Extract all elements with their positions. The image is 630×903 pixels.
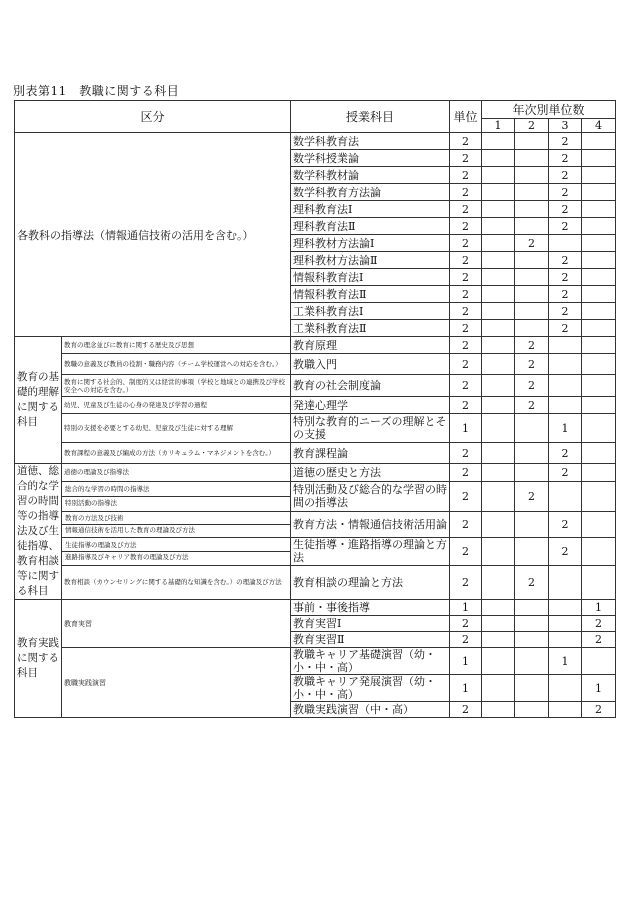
credits-cell: 2: [450, 375, 482, 397]
course-name: 工業科教育法Ⅰ: [291, 303, 450, 320]
year1-cell: [482, 443, 515, 464]
year4-cell: [582, 354, 616, 375]
course-name: 教職入門: [291, 354, 450, 375]
subcategory-teaching-practice: 教育実習: [62, 600, 291, 648]
table-row: [15, 648, 616, 675]
year4-cell: [582, 201, 616, 218]
credits-cell: 2: [450, 218, 482, 235]
year3-cell: 2: [549, 133, 582, 150]
course-name: 教育実習Ⅱ: [291, 632, 450, 648]
subcategory: 教育に関する社会的、制度的又は経営的事項（学校と地域との連携及び学校安全への対応を含む。）: [62, 375, 291, 397]
credits-cell: 1: [450, 600, 482, 616]
course-name: 教職実践演習（中・高）: [291, 702, 450, 718]
credits-cell: 2: [450, 286, 482, 303]
course-name: 数学科教育方法論: [291, 184, 450, 201]
year4-cell: 2: [582, 616, 616, 632]
year1-cell: [482, 133, 515, 150]
table-row: [15, 600, 616, 616]
credits-cell: 2: [450, 150, 482, 167]
year2-cell: 2: [515, 337, 549, 354]
year1-cell: [482, 337, 515, 354]
subcategory-line: 生徒指導の理論及び方法: [62, 540, 290, 552]
year4-cell: 1: [582, 600, 616, 616]
group-moral-guidance: 道徳、総合的な学習の時間等の指導法及び生徒指導、教育相談等に関する科目: [15, 464, 62, 600]
course-name: 理科教材方法論Ⅱ: [291, 252, 450, 269]
year1-cell: [482, 184, 515, 201]
year1-cell: [482, 600, 515, 616]
credits-cell: 2: [450, 616, 482, 632]
year2-cell: [515, 218, 549, 235]
year3-cell: [549, 702, 582, 718]
year4-cell: [582, 464, 616, 482]
course-name: 数学科授業論: [291, 150, 450, 167]
year1-cell: [482, 375, 515, 397]
credits-cell: 2: [450, 303, 482, 320]
year1-cell: [482, 675, 515, 702]
year1-cell: [482, 464, 515, 482]
year3-cell: [549, 354, 582, 375]
course-name: 情報科教育法Ⅱ: [291, 286, 450, 303]
year4-cell: 2: [582, 702, 616, 718]
year4-cell: [582, 184, 616, 201]
year4-cell: [582, 286, 616, 303]
table-row: [15, 414, 616, 443]
table-row: [15, 481, 616, 511]
year3-cell: 2: [549, 286, 582, 303]
course-name: 事前・事後指導: [291, 600, 450, 616]
year1-cell: [482, 218, 515, 235]
year3-cell: 2: [549, 464, 582, 482]
subcategory: 道徳の理論及び指導法: [62, 464, 291, 482]
subcategory: 教育の理念並びに教育に関する歴史及び思想: [62, 337, 291, 354]
year2-cell: [515, 600, 549, 616]
year2-cell: [515, 201, 549, 218]
year2-cell: [515, 648, 549, 675]
year4-cell: [582, 648, 616, 675]
credits-cell: 2: [450, 184, 482, 201]
year4-cell: 2: [582, 632, 616, 648]
year4-cell: [582, 218, 616, 235]
year1-cell: [482, 511, 515, 537]
credits-cell: 2: [450, 565, 482, 599]
table-row: [15, 537, 616, 565]
year4-cell: [582, 269, 616, 286]
course-name: 教職キャリア発展演習（幼・小・中・高）: [291, 675, 450, 702]
year1-cell: [482, 702, 515, 718]
year4-cell: [582, 511, 616, 537]
year3-cell: 2: [549, 218, 582, 235]
course-name: 数学科教材論: [291, 167, 450, 184]
year2-cell: [515, 464, 549, 482]
year3-cell: [549, 675, 582, 702]
subcategory: 教育課程の意義及び編成の方法（カリキュラム・マネジメントを含む。）: [62, 443, 291, 464]
subcategory-line: 教育の方法及び技術: [62, 512, 290, 525]
year1-cell: [482, 481, 515, 511]
year2-cell: 2: [515, 397, 549, 414]
credits-cell: 1: [450, 414, 482, 443]
year3-cell: 2: [549, 167, 582, 184]
course-name: 教育課程論: [291, 443, 450, 464]
year3-cell: [549, 481, 582, 511]
table-row: [15, 511, 616, 537]
year1-cell: [482, 616, 515, 632]
year2-cell: 2: [515, 375, 549, 397]
year4-cell: [582, 481, 616, 511]
course-name: 教育実習Ⅰ: [291, 616, 450, 632]
credits-cell: 2: [450, 269, 482, 286]
course-name: 生徒指導・進路指導の理論と方法: [291, 537, 450, 565]
year2-cell: [515, 150, 549, 167]
credits-cell: 1: [450, 675, 482, 702]
course-name: 理科教育法Ⅰ: [291, 201, 450, 218]
year1-cell: [482, 537, 515, 565]
group-foundations: 教育の基礎的理解に関する科目: [15, 337, 62, 464]
year4-cell: [582, 133, 616, 150]
credits-cell: 2: [450, 443, 482, 464]
year4-cell: [582, 375, 616, 397]
year4-cell: [582, 414, 616, 443]
subcategory-lines: [62, 512, 290, 536]
year3-cell: 2: [549, 443, 582, 464]
credits-cell: 2: [450, 337, 482, 354]
year3-cell: [549, 632, 582, 648]
year1-cell: [482, 269, 515, 286]
year2-cell: [515, 616, 549, 632]
credits-cell: 2: [450, 464, 482, 482]
course-name: 教職キャリア基礎演習（幼・小・中・高）: [291, 648, 450, 675]
year2-cell: [515, 167, 549, 184]
year1-cell: [482, 286, 515, 303]
table-row: [15, 397, 616, 414]
table-row: [15, 443, 616, 464]
year3-cell: [549, 616, 582, 632]
year1-cell: [482, 252, 515, 269]
subcategory-lines: [62, 540, 290, 563]
year3-cell: 2: [549, 269, 582, 286]
header-course: 授業科目: [291, 101, 450, 133]
course-name: 理科教材方法論Ⅰ: [291, 235, 450, 252]
year3-cell: 2: [549, 150, 582, 167]
year4-cell: [582, 337, 616, 354]
year4-cell: [582, 397, 616, 414]
year4-cell: [582, 303, 616, 320]
year3-cell: 2: [549, 320, 582, 337]
year3-cell: 2: [549, 537, 582, 565]
year1-cell: [482, 414, 515, 443]
course-name: 工業科教育法Ⅱ: [291, 320, 450, 337]
credits-cell: 2: [450, 354, 482, 375]
year2-cell: [515, 702, 549, 718]
year2-cell: 2: [515, 481, 549, 511]
credits-cell: 2: [450, 511, 482, 537]
subcategory-line: 情報通信技術を活用した教育の理論及び方法: [65, 526, 195, 535]
year1-cell: [482, 632, 515, 648]
year2-cell: 2: [515, 235, 549, 252]
year3-cell: 2: [549, 511, 582, 537]
credits-cell: 1: [450, 648, 482, 675]
subcategory-line: 進路指導及びキャリア教育の理論及び方法: [65, 553, 189, 562]
year2-cell: [515, 675, 549, 702]
year2-cell: 2: [515, 354, 549, 375]
group-practice: 教育実践に関する科目: [15, 600, 62, 718]
year1-cell: [482, 565, 515, 599]
year2-cell: [515, 443, 549, 464]
year3-cell: [549, 600, 582, 616]
year1-cell: [482, 648, 515, 675]
course-name: 教育方法・情報通信技術活用論: [291, 511, 450, 537]
course-name: 教育の社会制度論: [291, 375, 450, 397]
course-name: 数学科教育法: [291, 133, 450, 150]
course-name: 特別な教育的ニーズの理解とその支援: [291, 414, 450, 443]
year1-cell: [482, 235, 515, 252]
year1-cell: [482, 167, 515, 184]
year3-cell: [549, 375, 582, 397]
year1-cell: [482, 320, 515, 337]
header-kubun: 区分: [15, 101, 291, 133]
year2-cell: [515, 133, 549, 150]
year4-cell: [582, 235, 616, 252]
credits-cell: 2: [450, 702, 482, 718]
course-name: 理科教育法Ⅱ: [291, 218, 450, 235]
table-row: [15, 337, 616, 354]
credits-cell: 2: [450, 252, 482, 269]
table-row: [15, 375, 616, 397]
year4-cell: [582, 443, 616, 464]
course-name: 情報科教育法Ⅰ: [291, 269, 450, 286]
year4-cell: [582, 565, 616, 599]
subcategory-lines: [62, 482, 290, 510]
group-subject-methods: 各教科の指導法（情報通信技術の活用を含む。）: [15, 133, 291, 337]
header-credits: 単位: [450, 101, 482, 133]
header-year-3: 3: [549, 119, 582, 133]
credits-cell: 2: [450, 235, 482, 252]
year3-cell: [549, 397, 582, 414]
year3-cell: 1: [549, 414, 582, 443]
year2-cell: [515, 286, 549, 303]
subcategory: 特別の支援を必要とする幼児、児童及び生徒に対する理解: [62, 414, 291, 443]
table-row: [15, 354, 616, 375]
year2-cell: [515, 269, 549, 286]
credits-cell: 2: [450, 632, 482, 648]
year4-cell: [582, 252, 616, 269]
year4-cell: 1: [582, 675, 616, 702]
year1-cell: [482, 354, 515, 375]
year2-cell: 2: [515, 565, 549, 599]
year3-cell: 2: [549, 184, 582, 201]
header-year-2: 2: [515, 119, 549, 133]
year4-cell: [582, 320, 616, 337]
curriculum-table: [14, 100, 616, 718]
course-name: 道徳の歴史と方法: [291, 464, 450, 482]
table-row: [15, 565, 616, 599]
year1-cell: [482, 150, 515, 167]
year3-cell: 2: [549, 252, 582, 269]
year3-cell: [549, 565, 582, 599]
credits-cell: 2: [450, 481, 482, 511]
year2-cell: [515, 320, 549, 337]
year4-cell: [582, 537, 616, 565]
year1-cell: [482, 201, 515, 218]
year2-cell: [515, 511, 549, 537]
year2-cell: [515, 252, 549, 269]
subcategory-cell: [62, 537, 291, 565]
year2-cell: [515, 303, 549, 320]
course-name: 特別活動及び総合的な学習の時間の指導法: [291, 481, 450, 511]
subcategory: 教育相談（カウンセリングに関する基礎的な知識を含む。）の理論及び方法: [62, 565, 291, 599]
course-name: 教育原理: [291, 337, 450, 354]
year4-cell: [582, 167, 616, 184]
header-year-4: 4: [582, 119, 616, 133]
year2-cell: [515, 184, 549, 201]
year3-cell: [549, 337, 582, 354]
year1-cell: [482, 303, 515, 320]
credits-cell: 2: [450, 133, 482, 150]
credits-cell: 2: [450, 167, 482, 184]
course-name: 教育相談の理論と方法: [291, 565, 450, 599]
subcategory: 幼児、児童及び生徒の心身の発達及び学習の過程: [62, 397, 291, 414]
table-title: 別表第11 教職に関する科目: [13, 84, 180, 98]
year3-cell: 1: [549, 648, 582, 675]
subcategory: 教職の意義及び教員の役割・職務内容（チーム学校運営への対応を含む。）: [62, 354, 291, 375]
year3-cell: 2: [549, 303, 582, 320]
year2-cell: [515, 537, 549, 565]
year3-cell: [549, 235, 582, 252]
credits-cell: 2: [450, 320, 482, 337]
subcategory-practice-seminar: 教職実践演習: [62, 648, 291, 718]
subcategory-cell: [62, 481, 291, 511]
course-name: 発達心理学: [291, 397, 450, 414]
subcategory-line: 特別活動の指導法: [65, 499, 117, 508]
header-yearly: 年次別単位数: [482, 101, 616, 119]
subcategory-cell: [62, 511, 291, 537]
year2-cell: [515, 414, 549, 443]
year4-cell: [582, 150, 616, 167]
subcategory-line: 総合的な学習の時間の指導法: [62, 482, 290, 497]
header-year-1: 1: [482, 119, 515, 133]
year1-cell: [482, 397, 515, 414]
credits-cell: 2: [450, 397, 482, 414]
year3-cell: 2: [549, 201, 582, 218]
header-row: [15, 101, 616, 119]
table-row: [15, 464, 616, 482]
credits-cell: 2: [450, 537, 482, 565]
credits-cell: 2: [450, 201, 482, 218]
table-row: [15, 133, 616, 150]
year2-cell: [515, 632, 549, 648]
